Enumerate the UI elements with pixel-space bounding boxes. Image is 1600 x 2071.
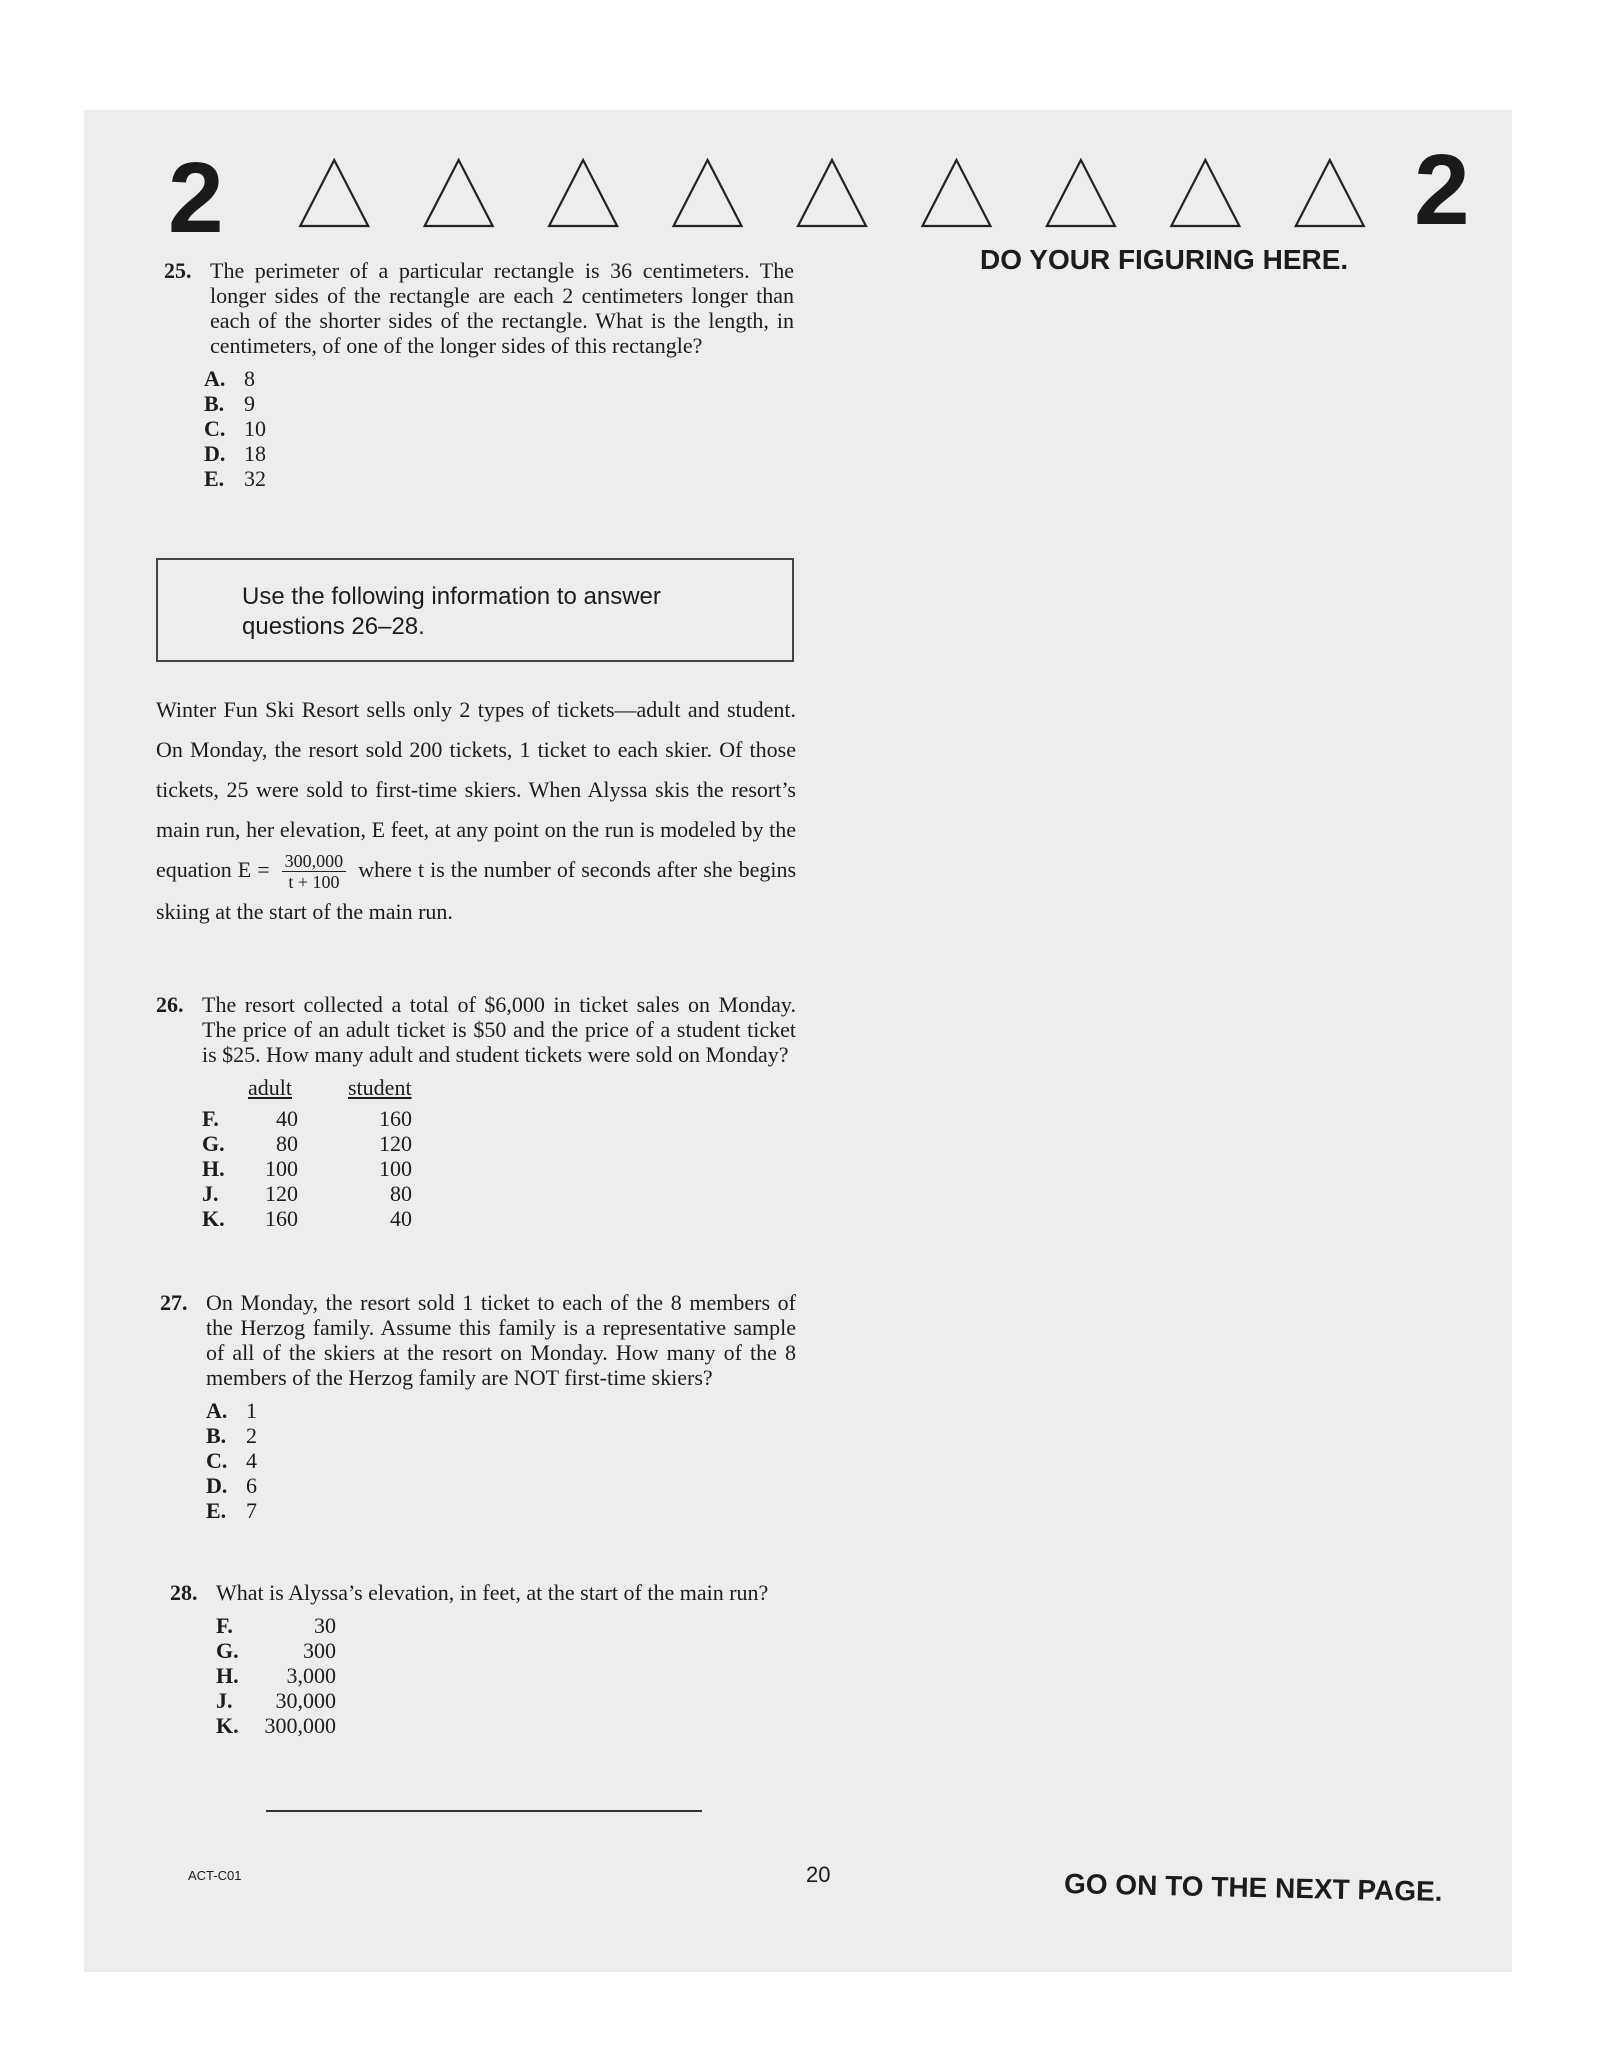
answer-option[interactable]: D. 18 <box>204 441 266 466</box>
question-number: 26. <box>156 992 184 1017</box>
question-text: On Monday, the resort sold 1 ticket to each of the 8 members of the Herzog family. Assume this family is a representative sample of all of the skiers at the resort on Monday. How many of the 8 members of the Herzog family are NOT first-time skiers? <box>206 1290 796 1390</box>
section-triangle-icon <box>300 160 368 226</box>
answer-options <box>206 1398 796 1523</box>
answer-option[interactable]: J. 30,000 <box>216 1688 336 1713</box>
column-adult: adult <box>248 1075 292 1100</box>
page-number: 20 <box>806 1862 831 1887</box>
question-27 <box>160 1290 796 1523</box>
answer-option[interactable]: C. 4 <box>206 1448 257 1473</box>
answer-option[interactable]: A. 8 <box>204 366 255 391</box>
question-number: 25. <box>164 258 192 283</box>
answer-options <box>156 1106 796 1231</box>
section-number-left: 2 <box>168 142 224 254</box>
answer-options <box>216 1613 796 1738</box>
section-triangle-icon <box>549 160 617 226</box>
section-triangle-icon <box>1171 160 1239 226</box>
section-triangle-icon <box>425 160 493 226</box>
answer-option[interactable]: E. 7 <box>206 1498 257 1523</box>
question-number: 27. <box>160 1290 188 1315</box>
question-26 <box>156 992 796 1231</box>
answer-option[interactable]: F. 40 160 <box>202 1106 412 1131</box>
question-25 <box>164 258 794 491</box>
section-triangle-icon <box>798 160 866 226</box>
section-triangle-row <box>272 156 1392 232</box>
section-number-right: 2 <box>1414 134 1470 246</box>
answer-option[interactable]: B. 2 <box>206 1423 257 1448</box>
section-triangle-icon <box>1047 160 1115 226</box>
answer-option[interactable]: K. 160 40 <box>202 1206 412 1231</box>
equation-fraction <box>282 851 347 892</box>
info-box-line-2: questions 26–28. <box>242 613 425 640</box>
fraction-numerator: 300,000 <box>282 851 347 872</box>
answer-option[interactable]: H. 3,000 <box>216 1663 336 1688</box>
passage-text-1: Winter Fun Ski Resort sells only 2 types of tickets—adult and student. On Monday, the resort sold 200 tickets, 1 ticket to each skier. Of those tickets, 25 were sold to first-time skiers. When Alyssa skis the resort’s main run, her elevation, E feet, at any point on the run is modeled by the equation E = <box>156 697 796 882</box>
answer-option[interactable]: G. 80 120 <box>202 1131 412 1156</box>
answer-option[interactable]: J. 120 80 <box>202 1181 412 1206</box>
info-box-line-1: Use the following information to answer <box>242 583 661 610</box>
answer-option[interactable]: F. 30 <box>216 1613 336 1638</box>
answer-option[interactable]: D. 6 <box>206 1473 257 1498</box>
next-page-instruction: GO ON TO THE NEXT PAGE. <box>1063 1868 1443 1907</box>
section-triangle-icon <box>1296 160 1364 226</box>
answer-option[interactable]: H. 100 100 <box>202 1156 412 1181</box>
question-text: What is Alyssa’s elevation, in feet, at the start of the main run? <box>216 1580 769 1605</box>
end-of-questions-rule <box>266 1810 702 1812</box>
question-text: The perimeter of a particular rectangle is 36 centimeters. The longer sides of the rectangle are each 2 centimeters longer than each of the shorter sides of the rectangle. What is the length, in centimeters, of one of the longer sides of this rectangle? <box>210 258 794 358</box>
form-code: ACT-C01 <box>188 1868 242 1883</box>
answer-option[interactable]: B. 9 <box>204 391 255 416</box>
question-28 <box>170 1580 796 1738</box>
section-triangle-icon <box>674 160 742 226</box>
answer-option[interactable]: E. 32 <box>204 466 266 491</box>
answer-options <box>204 366 794 491</box>
passage-text-2: where t is the number of seconds after she begins skiing at the start of the main run. <box>156 857 797 925</box>
answer-option[interactable]: C. 10 <box>204 416 266 441</box>
answer-table-header <box>248 1075 796 1100</box>
figuring-area-label: DO YOUR FIGURING HERE. <box>980 244 1349 275</box>
question-text: The resort collected a total of $6,000 in ticket sales on Monday. The price of an adult ticket is $50 and the price of a student ticket is $25. How many adult and student tickets were sold on Monday? <box>202 992 796 1067</box>
answer-option[interactable]: G. 300 <box>216 1638 336 1663</box>
info-box <box>156 558 794 662</box>
passage <box>156 690 796 932</box>
fraction-denominator: t + 100 <box>288 872 340 893</box>
answer-option[interactable]: A. 1 <box>206 1398 257 1423</box>
answer-option[interactable]: K. 300,000 <box>216 1713 336 1738</box>
section-triangle-icon <box>922 160 990 226</box>
question-number: 28. <box>170 1580 198 1605</box>
column-student: student <box>348 1075 412 1100</box>
